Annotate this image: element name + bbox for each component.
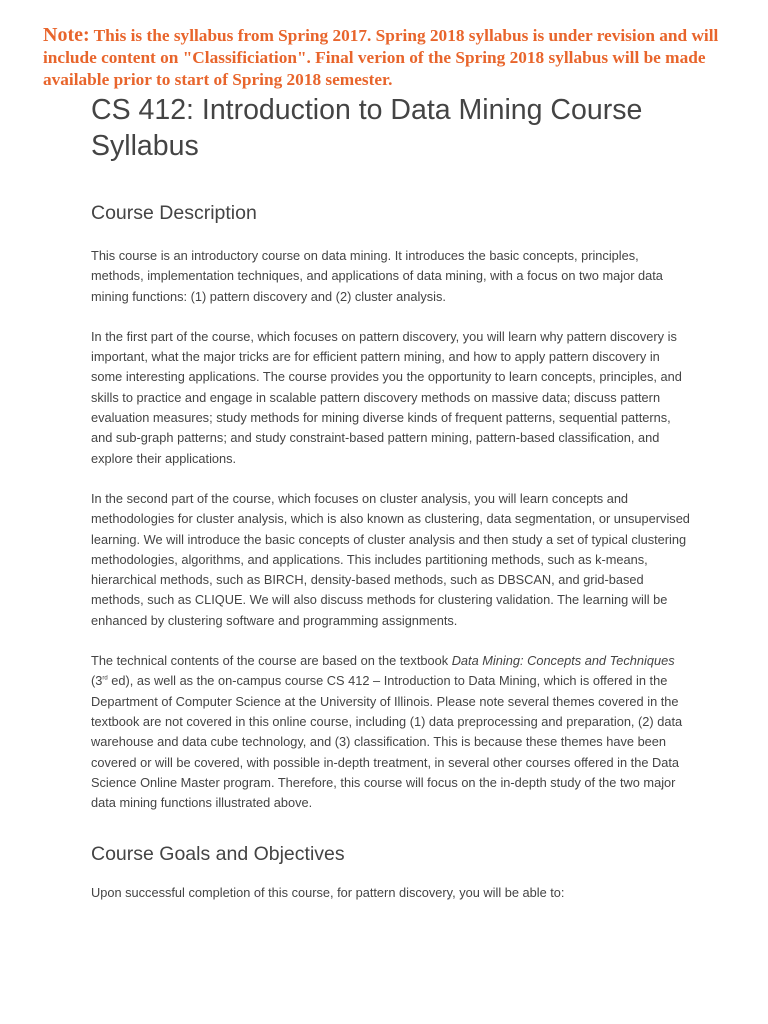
note-text: This is the syllabus from Spring 2017. Spring 2018 syllabus is under revision and will include content on "Classificiation". Final verion of the Spring 2018 syllabus will be made available prior to start of Spring 2018 semester. <box>43 26 719 89</box>
description-paragraph-4 <box>91 651 691 813</box>
p4-edition: (3 <box>91 673 103 689</box>
course-goals-heading: Course Goals and Objectives <box>91 843 345 866</box>
description-paragraph-1: This course is an introductory course on data mining. It introduces the basic concepts, principles, methods, implementation techniques, and applications of data mining, with a focus on two major data mining functions: (1) pattern discovery and (2) cluster analysis. <box>91 248 663 304</box>
textbook-title: Data Mining: Concepts and Techniques <box>451 653 675 669</box>
note-label: Note: <box>43 24 90 46</box>
syllabus-content <box>91 92 691 904</box>
course-description-heading: Course Description <box>91 202 257 224</box>
p4-text-before: The technical contents of the course are based on the textbook <box>91 653 452 669</box>
p4-text-after: ed), as well as the on-campus course CS 412 – Introduction to Data Mining, which is offered in the Department of Computer Science at the University of Illinois. Please note several themes covered in the textbook are not covered in this online course, including (1) data preprocessing and preparation, (2) data warehouse and data cube technology, and (3) classification. This is because these themes have been covered or will be covered, with possible in-depth treatment, in several other courses offered in the Data Science Online Master program. Therefore, this course will focus on the in-depth study of the two major data mining functions illustrated above. <box>91 673 683 811</box>
page-title: CS 412: Introduction to Data Mining Course Syllabus <box>91 94 643 162</box>
description-paragraph-2: In the first part of the course, which focuses on pattern discovery, you will learn why pattern discovery is important, what the major tricks are for efficient pattern mining, and how to apply pattern discovery in some interesting applications. The course provides you the opportunity to learn concepts, principles, and skills to practice and engage in scalable pattern discovery methods on massive data; discuss pattern evaluation measures; study methods for mining diverse kinds of frequent patterns, sequential patterns, and sub-graph patterns; and study constraint-based pattern mining, pattern-based classification, and explore their applications. <box>91 328 682 466</box>
description-paragraph-3: In the second part of the course, which focuses on cluster analysis, you will learn concepts and methodologies for cluster analysis, which is also known as clustering, data segmentation, or unsupervised learning. We will introduce the basic concepts of cluster analysis and then study a set of typical clustering methodologies, algorithms, and applications. This includes partitioning methods, such as k-means, hierarchical methods, such as BIRCH, density-based methods, such as DBSCAN, and grid-based methods, such as CLIQUE. We will also discuss methods for clustering validation. The learning will be enhanced by clustering software and programming assignments. <box>91 490 690 628</box>
revision-note <box>43 24 743 91</box>
p4-edition-sup: rd <box>102 676 108 683</box>
goals-intro: Upon successful completion of this course, for pattern discovery, you will be able to: <box>91 885 565 901</box>
